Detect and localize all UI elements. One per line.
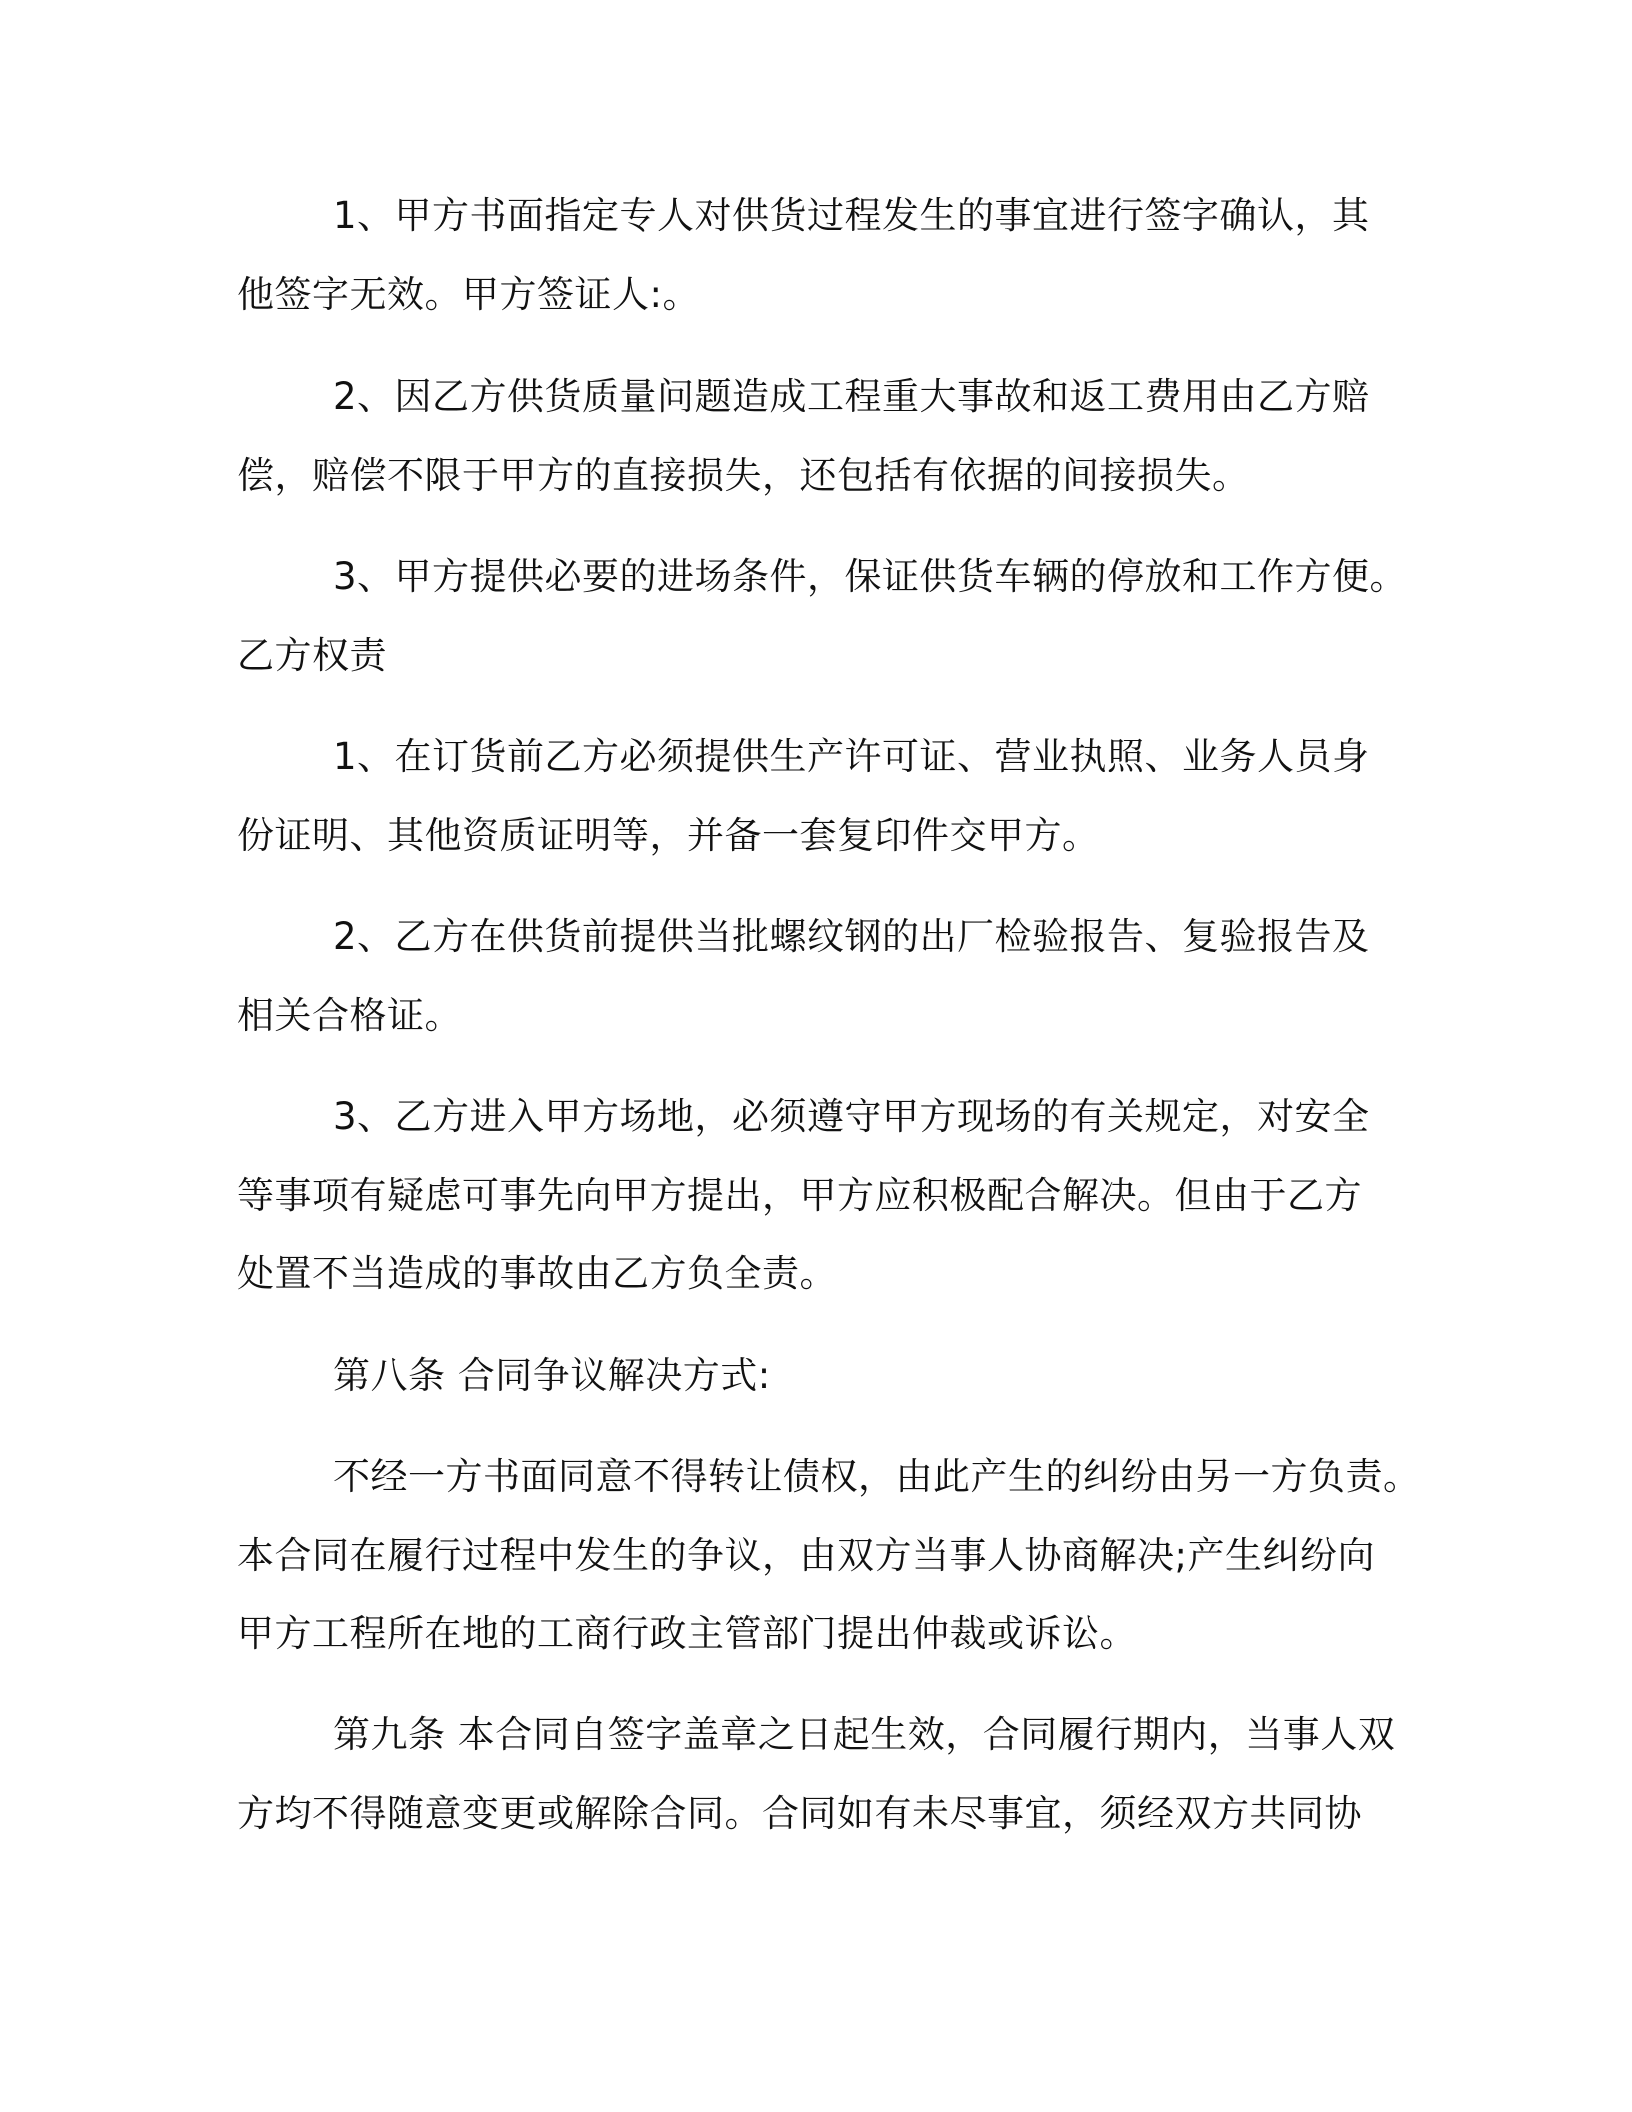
clause-party-b-3-line-3: 处置不当造成的事故由乙方负全责。: [237, 1252, 837, 1295]
article-8-heading: 第八条 合同争议解决方式:: [333, 1354, 771, 1397]
clause-party-a-1-line-1: 1、甲方书面指定专人对供货过程发生的事宜进行签字确认，其: [333, 194, 1370, 237]
section-heading-party-b: 乙方权责: [237, 634, 387, 677]
clause-party-a-3-line-1: 3、甲方提供必要的进场条件，保证供货车辆的停放和工作方便。: [333, 555, 1408, 598]
clause-party-a-2-line-2: 偿，赔偿不限于甲方的直接损失，还包括有依据的间接损失。: [237, 454, 1250, 497]
clause-party-b-2-line-1: 2、乙方在供货前提供当批螺纹钢的出厂检验报告、复验报告及: [333, 915, 1370, 958]
clause-party-a-1-line-2: 他签字无效。甲方签证人:。: [237, 273, 700, 316]
clause-party-b-1-line-2: 份证明、其他资质证明等，并备一套复印件交甲方。: [237, 814, 1100, 857]
article-8-paragraph-line-2: 本合同在履行过程中发生的争议，由双方当事人协商解决;产生纠纷向: [237, 1534, 1375, 1577]
clause-party-b-3-line-2: 等事项有疑虑可事先向甲方提出，甲方应积极配合解决。但由于乙方: [237, 1174, 1362, 1217]
article-9-line-1: 第九条 本合同自签字盖章之日起生效，合同履行期内，当事人双: [333, 1713, 1396, 1756]
article-8-paragraph-line-1: 不经一方书面同意不得转让债权，由此产生的纠纷由另一方负责。: [333, 1455, 1421, 1498]
article-9-line-2: 方均不得随意变更或解除合同。合同如有未尽事宜，须经双方共同协: [237, 1792, 1362, 1835]
clause-party-b-2-line-2: 相关合格证。: [237, 994, 462, 1037]
article-8-paragraph-line-3: 甲方工程所在地的工商行政主管部门提出仲裁或诉讼。: [237, 1612, 1137, 1655]
clause-party-b-3-line-1: 3、乙方进入甲方场地，必须遵守甲方现场的有关规定，对安全: [333, 1095, 1370, 1138]
clause-party-a-2-line-1: 2、因乙方供货质量问题造成工程重大事故和返工费用由乙方赔: [333, 375, 1370, 418]
clause-party-b-1-line-1: 1、在订货前乙方必须提供生产许可证、营业执照、业务人员身: [333, 735, 1370, 778]
